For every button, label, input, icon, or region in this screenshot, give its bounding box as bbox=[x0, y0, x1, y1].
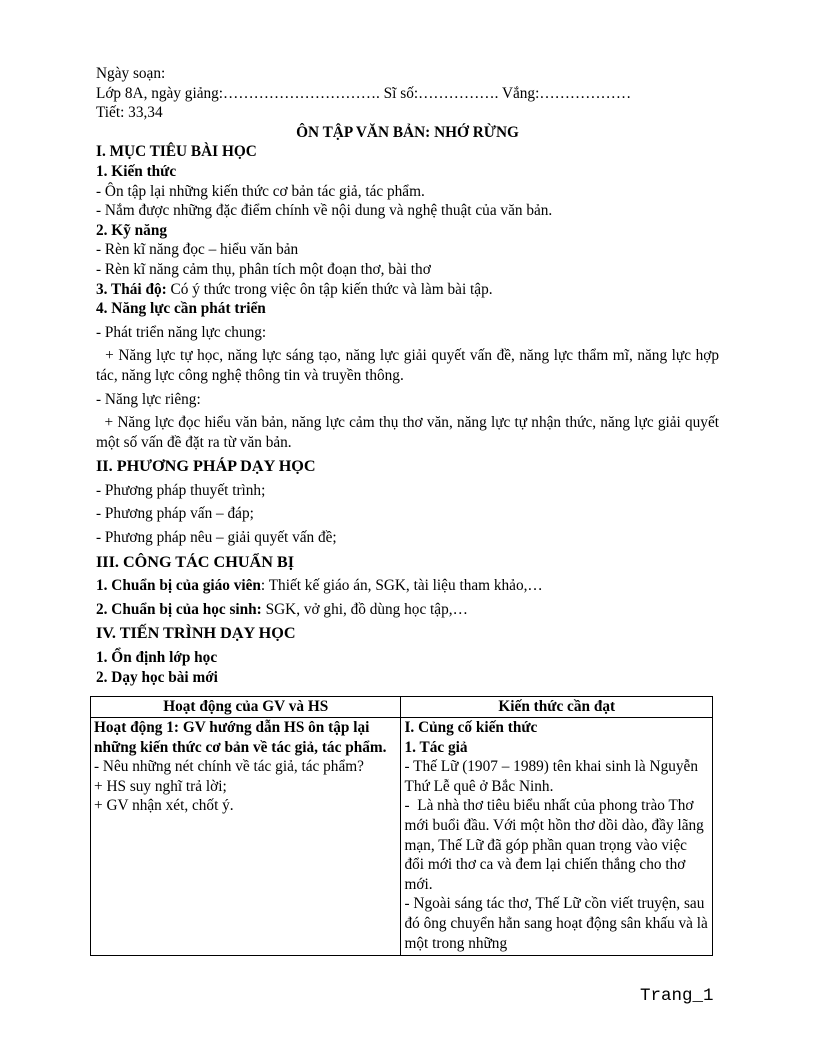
specific-competence-text: + Năng lực đọc hiểu văn bản, năng lực cảm thụ thơ văn, năng lực tự nhận thức, năng lực giải quyết một số vấn đề đặt ra từ văn bản. bbox=[96, 414, 723, 451]
skills-item-2: - Rèn kĩ năng cảm thụ, phân tích một đoạn thơ, bài thơ bbox=[96, 260, 431, 278]
general-competence-label: - Phát triển năng lực chung: bbox=[96, 323, 267, 341]
document-body bbox=[96, 64, 723, 687]
table-header-row bbox=[91, 697, 713, 718]
knowledge-para-3: - Ngoài sáng tác thơ, Thế Lữ cồn viết truyện, sau đó ông chuyển hẳn sang hoạt động sân khấu và là một trong những bbox=[404, 895, 708, 952]
section-4-heading: IV. TIẾN TRÌNH DẠY HỌC bbox=[96, 624, 296, 643]
specific-competence-label: - Năng lực riêng: bbox=[96, 390, 201, 408]
knowledge-para-1: - Thế Lữ (1907 – 1989) tên khai sinh là Nguyễn Thứ Lễ quê ở Bắc Ninh. bbox=[404, 758, 698, 795]
table-header-knowledge: Kiến thức cần đạt bbox=[401, 697, 713, 718]
activity-title: Hoạt động 1: GV hướng dẫn HS ôn tập lại những kiến thức cơ bản về tác giả, tác phẩm. bbox=[94, 719, 387, 756]
periods: Tiết: 33,34 bbox=[96, 104, 163, 122]
section-2-heading: II. PHƯƠNG PHÁP DẠY HỌC bbox=[96, 457, 316, 476]
teacher-prep-text: : Thiết kế giáo án, SGK, tài liệu tham khảo,… bbox=[260, 577, 543, 595]
attitude-line bbox=[96, 280, 719, 300]
skills-heading: 2. Kỹ năng bbox=[96, 221, 167, 239]
activity-line-1: - Nêu những nét chính về tác giả, tác phẩm? bbox=[94, 758, 364, 776]
section-4-sub-1: 1. Ổn định lớp học bbox=[96, 649, 218, 667]
section-1-heading: I. MỤC TIÊU BÀI HỌC bbox=[96, 143, 257, 161]
table-row bbox=[91, 718, 713, 956]
activities-cell bbox=[91, 718, 401, 956]
class-line: Lớp 8A, ngày giảng:…………………………. Sĩ số:……………. Vắng:……………… bbox=[96, 84, 632, 102]
method-item-1: - Phương pháp thuyết trình; bbox=[96, 481, 266, 499]
knowledge-para-2: - Là nhà thơ tiêu biểu nhất của phong trào Thơ mới buổi đầu. Với một hồn thơ dồi dào, đầy lãng mạn, Thế Lữ đã góp phần quan trọng vào việc đổi mới thơ ca và đem lại chiến thắng cho thơ mới. bbox=[404, 797, 708, 893]
prep-date: Ngày soạn: bbox=[96, 65, 166, 82]
table-header-activities: Hoạt động của GV và HS bbox=[91, 697, 401, 718]
knowledge-heading: 1. Kiến thức bbox=[96, 162, 177, 180]
lesson-table bbox=[90, 696, 713, 956]
teacher-prep-line bbox=[96, 576, 719, 596]
attitude-label: 3. Thái độ: bbox=[96, 280, 167, 298]
knowledge-item-2: - Nắm được những đặc điểm chính về nội dung và nghệ thuật của văn bản. bbox=[96, 202, 553, 220]
student-prep-text: SGK, vở ghi, đồ dùng học tập,… bbox=[261, 600, 468, 618]
student-prep-label: 2. Chuẩn bị của học sinh: bbox=[96, 600, 262, 618]
skills-item-1: - Rèn kĩ năng đọc – hiểu văn bản bbox=[96, 241, 299, 259]
general-competence-text: + Năng lực tự học, năng lực sáng tạo, năng lực giải quyết vấn đề, năng lực thẩm mĩ, năng lực hợp tác, năng lực công nghệ thông tin và truyền thông. bbox=[96, 347, 723, 384]
competence-heading: 4. Năng lực cần phát triển bbox=[96, 300, 266, 318]
activity-line-2: + HS suy nghĩ trả lời; bbox=[94, 777, 227, 795]
knowledge-item-1: - Ôn tập lại những kiến thức cơ bản tác giả, tác phẩm. bbox=[96, 182, 425, 200]
method-item-3: - Phương pháp nêu – giải quyết vấn đề; bbox=[96, 529, 337, 547]
knowledge-cell-subheading: 1. Tác giả bbox=[404, 738, 468, 756]
teacher-prep-label: 1. Chuẩn bị của giáo viên bbox=[96, 577, 261, 595]
section-3-heading: III. CÔNG TÁC CHUẨN BỊ bbox=[96, 552, 295, 571]
page-number: Trang_1 bbox=[640, 986, 714, 1006]
document-title: ÔN TẬP VĂN BẢN: NHỚ RỪNG bbox=[296, 123, 519, 141]
student-prep-line bbox=[96, 600, 719, 620]
activity-line-3: + GV nhận xét, chốt ý. bbox=[94, 797, 234, 815]
knowledge-cell-heading: I. Củng cố kiến thức bbox=[404, 719, 538, 736]
knowledge-cell bbox=[401, 718, 713, 956]
section-4-sub-2: 2. Dạy học bài mới bbox=[96, 668, 218, 686]
attitude-text: Có ý thức trong việc ôn tập kiến thức và làm bài tập. bbox=[166, 280, 493, 298]
method-item-2: - Phương pháp vấn – đáp; bbox=[96, 505, 254, 523]
